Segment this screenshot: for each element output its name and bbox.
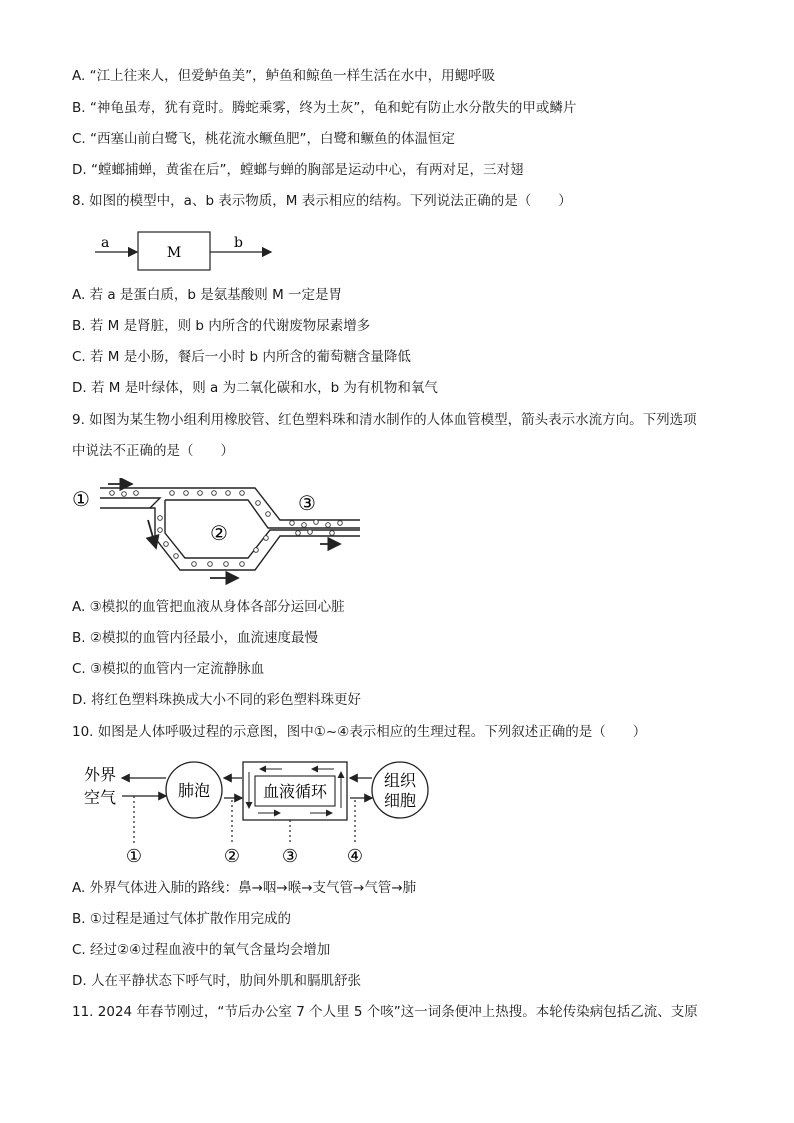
q10-circulation-label: 血液循环 [262,782,328,801]
q9-stem-line2: 中说法不正确的是（ ） [72,443,234,459]
q9-stem-line1: 9. 如图为某生物小组利用橡胶管、红色塑料珠和清水制作的人体血管模型，箭头表示水流方向。下列选项 [72,412,697,428]
svg-text:②: ② [223,846,241,867]
q10-option-b: B. ①过程是通过气体扩散作用完成的 [72,911,291,927]
q9-option-d: D. 将红色塑料珠换成大小不同的彩色塑料珠更好 [72,692,361,708]
q10-outside-air [84,765,116,807]
q7-option-a: A. “江上往来人，但爱鲈鱼美”，鲈鱼和鲸鱼一样生活在水中，用鳃呼吸 [72,68,496,84]
svg-text:组织: 组织 [383,771,417,790]
svg-text:空气: 空气 [84,788,117,807]
q9-label-3: ③ [298,491,316,515]
q9-vessel-tubes [100,488,360,570]
q10-tissue-cells-label [384,771,417,810]
q10-respiration-figure [82,756,442,868]
q8-option-b: B. 若 M 是肾脏，则 b 内所含的代谢废物尿素增多 [72,318,371,334]
q8-figure [95,228,285,274]
q10-alveoli-label: 肺泡 [177,781,211,800]
q9-option-c: C. ③模拟的血管内一定流静脉血 [72,661,265,677]
q8-output-label: b [234,235,243,251]
svg-text:①: ① [125,846,143,867]
q8-input-label: a [101,235,110,251]
q7-option-d: D. “螳螂捕蝉，黄雀在后”，螳螂与蝉的胸部是运动中心，有两对足，三对翅 [72,162,524,178]
q11-stem: 11. 2024 年春节刚过，“节后办公室 7 个人里 5 个咳”这一词条便冲上热搜。本轮传染病包括乙流、支原 [72,1004,698,1020]
q7-option-c: C. “西塞山前白鹭飞，桃花流水鳜鱼肥”，白鹭和鳜鱼的体温恒定 [72,131,455,147]
q10-option-a: A. 外界气体进入肺的路线：鼻→咽→喉→支气管→气管→肺 [72,880,417,896]
svg-text:③: ③ [281,846,299,867]
q8-option-d: D. 若 M 是叶绿体，则 a 为二氧化碳和水，b 为有机物和氧气 [72,380,438,396]
q10-option-d: D. 人在平静状态下呼气时，肋间外肌和膈肌舒张 [72,973,361,989]
q9-label-2: ② [210,521,228,545]
svg-text:④: ④ [346,846,364,867]
q9-label-1: ① [72,487,90,511]
svg-text:外界: 外界 [84,765,117,784]
q10-stem: 10. 如图是人体呼吸过程的示意图，图中①~④表示相应的生理过程。下列叙述正确的是（ ） [72,724,647,740]
q9-vessel-figure [70,478,370,588]
q7-option-b: B. “神龟虽寿，犹有竟时。腾蛇乘雾，终为土灰”，龟和蛇有防止水分散失的甲或鳞片 [72,100,577,116]
q8-stem: 8. 如图的模型中，a、b 表示物质，M 表示相应的结构。下列说法正确的是（ ） [72,193,572,209]
svg-text:细胞: 细胞 [383,791,417,810]
q10-process-labels [126,846,363,867]
q8-box-label: M [166,245,182,261]
q9-option-b: B. ②模拟的血管内径最小，血流速度最慢 [72,630,318,646]
q8-option-c: C. 若 M 是小肠，餐后一小时 b 内所含的葡萄糖含量降低 [72,349,411,365]
q10-option-c: C. 经过②④过程血液中的氧气含量均会增加 [72,942,331,958]
q8-option-a: A. 若 a 是蛋白质，b 是氨基酸则 M 一定是胃 [72,287,343,303]
q9-option-a: A. ③模拟的血管把血液从身体各部分运回心脏 [72,599,345,615]
